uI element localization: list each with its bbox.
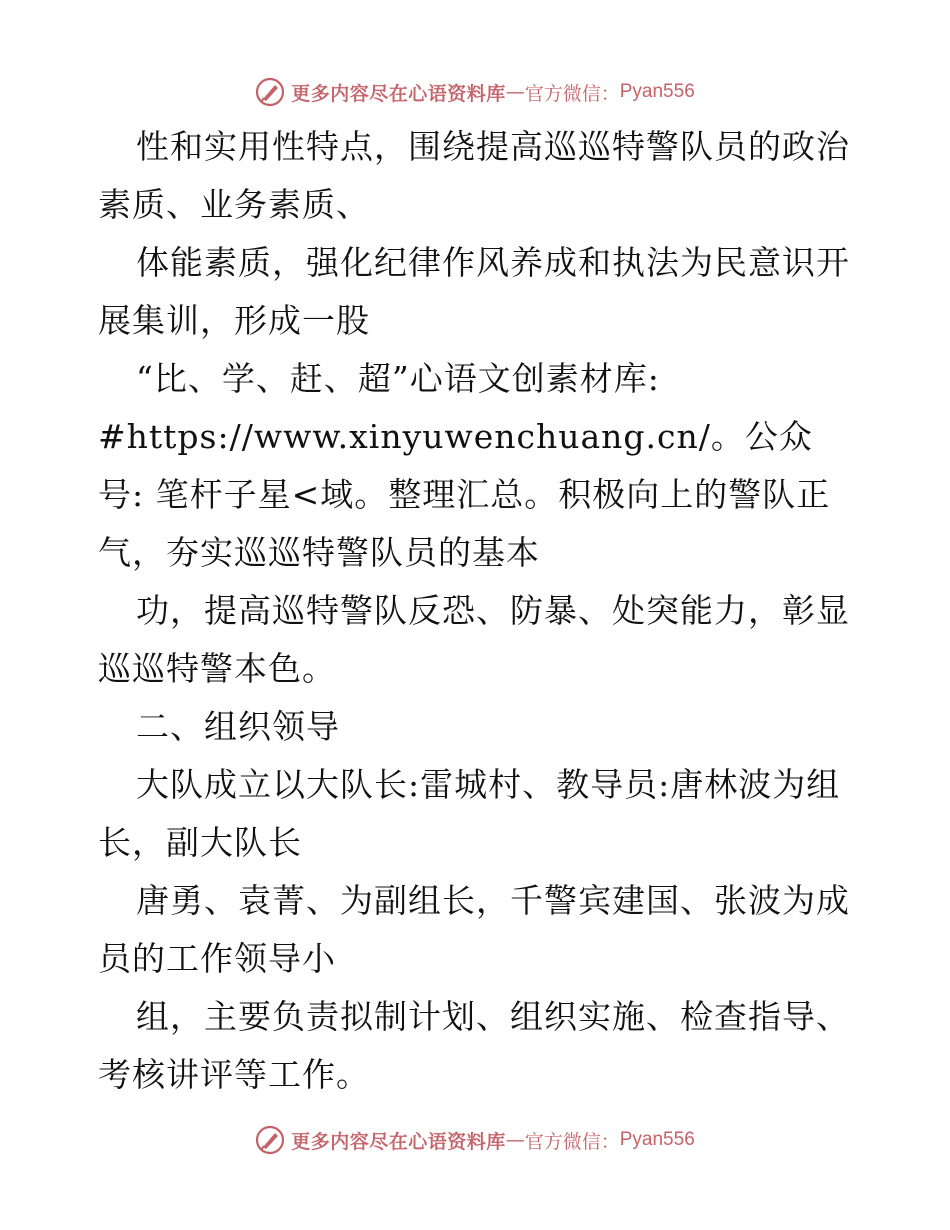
quill-pen-logo-icon [255,1125,285,1155]
watermark-dash: — [505,81,525,103]
paragraph: 组，主要负责拟制计划、组织实施、检查指导、考核讲评等工作。 [98,997,850,1094]
watermark-dash: — [505,1129,525,1151]
paragraph: 体能素质，强化纪律作风养成和执法为民意识开展集训，形成一股 [98,243,850,340]
watermark-label: 官方微信： [524,82,620,105]
watermark-text: 更多内容尽在心语资料库 [291,82,506,105]
watermark-text: 更多内容尽在心语资料库 [291,1130,506,1153]
watermark-label: 官方微信： [524,1130,620,1153]
paragraph: 功，提高巡特警队反恐、防暴、处突能力，彰显巡巡特警本色。 [98,591,850,688]
watermark-footer [0,1120,950,1160]
section-heading: 二、组织领导 [136,707,340,746]
document-body [98,118,858,1104]
paragraph: 性和实用性特点，围绕提高巡巡特警队员的政治素质、业务素质、 [98,127,850,224]
quill-pen-logo-icon [255,77,285,107]
paragraph: “比、学、赶、超”心语文创素材库: [136,359,660,398]
watermark-wechat-id: Pyan556 [619,1129,695,1150]
watermark-header [0,72,950,112]
watermark-wechat-id: Pyan556 [619,81,695,102]
paragraph-url: #https://www.xinyuwenchuang.cn/。公众号: 笔杆子星<域。整理汇总。积极向上的警队正气，夯实巡巡特警队员的基本 [98,417,831,572]
paragraph: 大队成立以大队长:雷城村、教导员:唐林波为组长，副大队长 [98,765,841,862]
paragraph: 唐勇、袁菁、为副组长，千警宾建国、张波为成员的工作领导小 [98,881,850,978]
